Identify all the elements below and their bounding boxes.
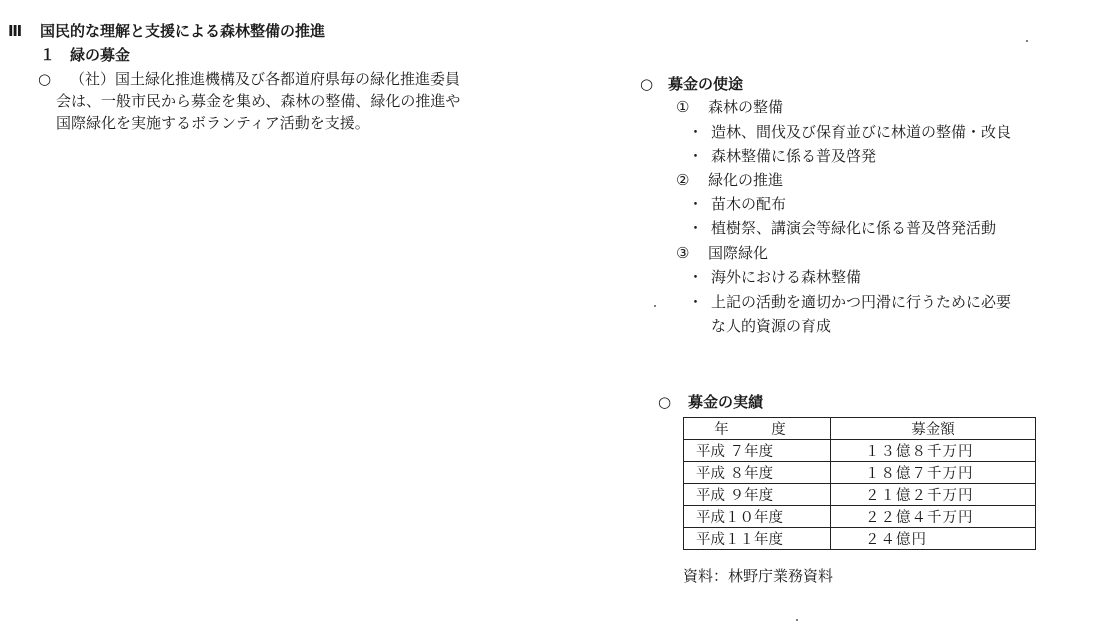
results-bullet: ○ xyxy=(658,393,672,411)
usage-item-1-label: 森林の整備 xyxy=(708,98,784,116)
intro-line-2: 会は、一般市民から募金を集め、森林の整備、緑化の推進や xyxy=(56,92,461,110)
usage-item-2-sub-2: 植樹祭、講演会等緑化に係る普及啓発活動 xyxy=(711,219,997,237)
results-source: 資料：林野庁業務資料 xyxy=(683,567,834,585)
table-row xyxy=(684,506,1036,528)
intro-line-3: 国際緑化を実施するボランティア活動を支援。 xyxy=(56,114,370,132)
section-numeral: Ⅲ xyxy=(8,22,23,40)
table-row xyxy=(684,528,1036,550)
usage-title: 募金の使途 xyxy=(668,75,744,93)
table-row xyxy=(684,484,1036,506)
table-cell-amount: ２２億４千万円 xyxy=(831,506,1036,528)
results-table-wrap xyxy=(683,417,1036,550)
scan-speck xyxy=(796,619,798,621)
scan-speck xyxy=(654,305,656,307)
usage-item-3-sub-2-line-2: な人的資源の育成 xyxy=(711,317,832,335)
table-header-year: 年 度 xyxy=(684,418,831,440)
table-cell-amount: ２４億円 xyxy=(831,528,1036,550)
usage-item-1-sub-1: 造林、間伐及び保育並びに林道の整備・改良 xyxy=(711,123,1012,141)
usage-bullet: ○ xyxy=(640,75,654,93)
usage-item-3-num: ③ xyxy=(676,244,690,262)
table-cell-amount: １３億８千万円 xyxy=(831,440,1036,462)
usage-sub-bullet: ・ xyxy=(688,195,704,213)
table-cell-year: 平成 ７年度 xyxy=(684,440,831,462)
table-header-amount: 募金額 xyxy=(831,418,1036,440)
section-title: 国民的な理解と支援による森林整備の推進 xyxy=(40,22,326,40)
intro-line-1: （社）国土緑化推進機構及び各都道府県毎の緑化推進委員 xyxy=(70,70,461,88)
table-cell-year: 平成 ９年度 xyxy=(684,484,831,506)
intro-bullet: ○ xyxy=(38,70,52,88)
usage-item-2-label: 緑化の推進 xyxy=(708,171,784,189)
usage-item-3-sub-2-line-1: 上記の活動を適切かつ円滑に行うために必要 xyxy=(711,293,1012,311)
usage-sub-bullet: ・ xyxy=(688,293,704,311)
usage-item-3-sub-1: 海外における森林整備 xyxy=(711,268,862,286)
table-cell-year: 平成 ８年度 xyxy=(684,462,831,484)
scan-speck xyxy=(1026,40,1028,42)
usage-item-2-sub-1: 苗木の配布 xyxy=(711,195,787,213)
usage-sub-bullet: ・ xyxy=(688,268,704,286)
table-cell-amount: ２１億２千万円 xyxy=(831,484,1036,506)
usage-item-1-num: ① xyxy=(676,98,690,116)
usage-sub-bullet: ・ xyxy=(688,219,704,237)
usage-sub-bullet: ・ xyxy=(688,123,704,141)
usage-item-1-sub-2: 森林整備に係る普及啓発 xyxy=(711,147,877,165)
subsection-title: 緑の募金 xyxy=(70,46,131,64)
table-cell-year: 平成１１年度 xyxy=(684,528,831,550)
usage-item-2-num: ② xyxy=(676,171,690,189)
table-header-row xyxy=(684,418,1036,440)
table-row xyxy=(684,440,1036,462)
results-table xyxy=(683,417,1036,550)
results-title: 募金の実績 xyxy=(688,393,764,411)
usage-sub-bullet: ・ xyxy=(688,147,704,165)
table-row xyxy=(684,462,1036,484)
subsection-number: １ xyxy=(40,46,56,64)
usage-item-3-label: 国際緑化 xyxy=(708,244,769,262)
table-cell-year: 平成１０年度 xyxy=(684,506,831,528)
table-cell-amount: １８億７千万円 xyxy=(831,462,1036,484)
